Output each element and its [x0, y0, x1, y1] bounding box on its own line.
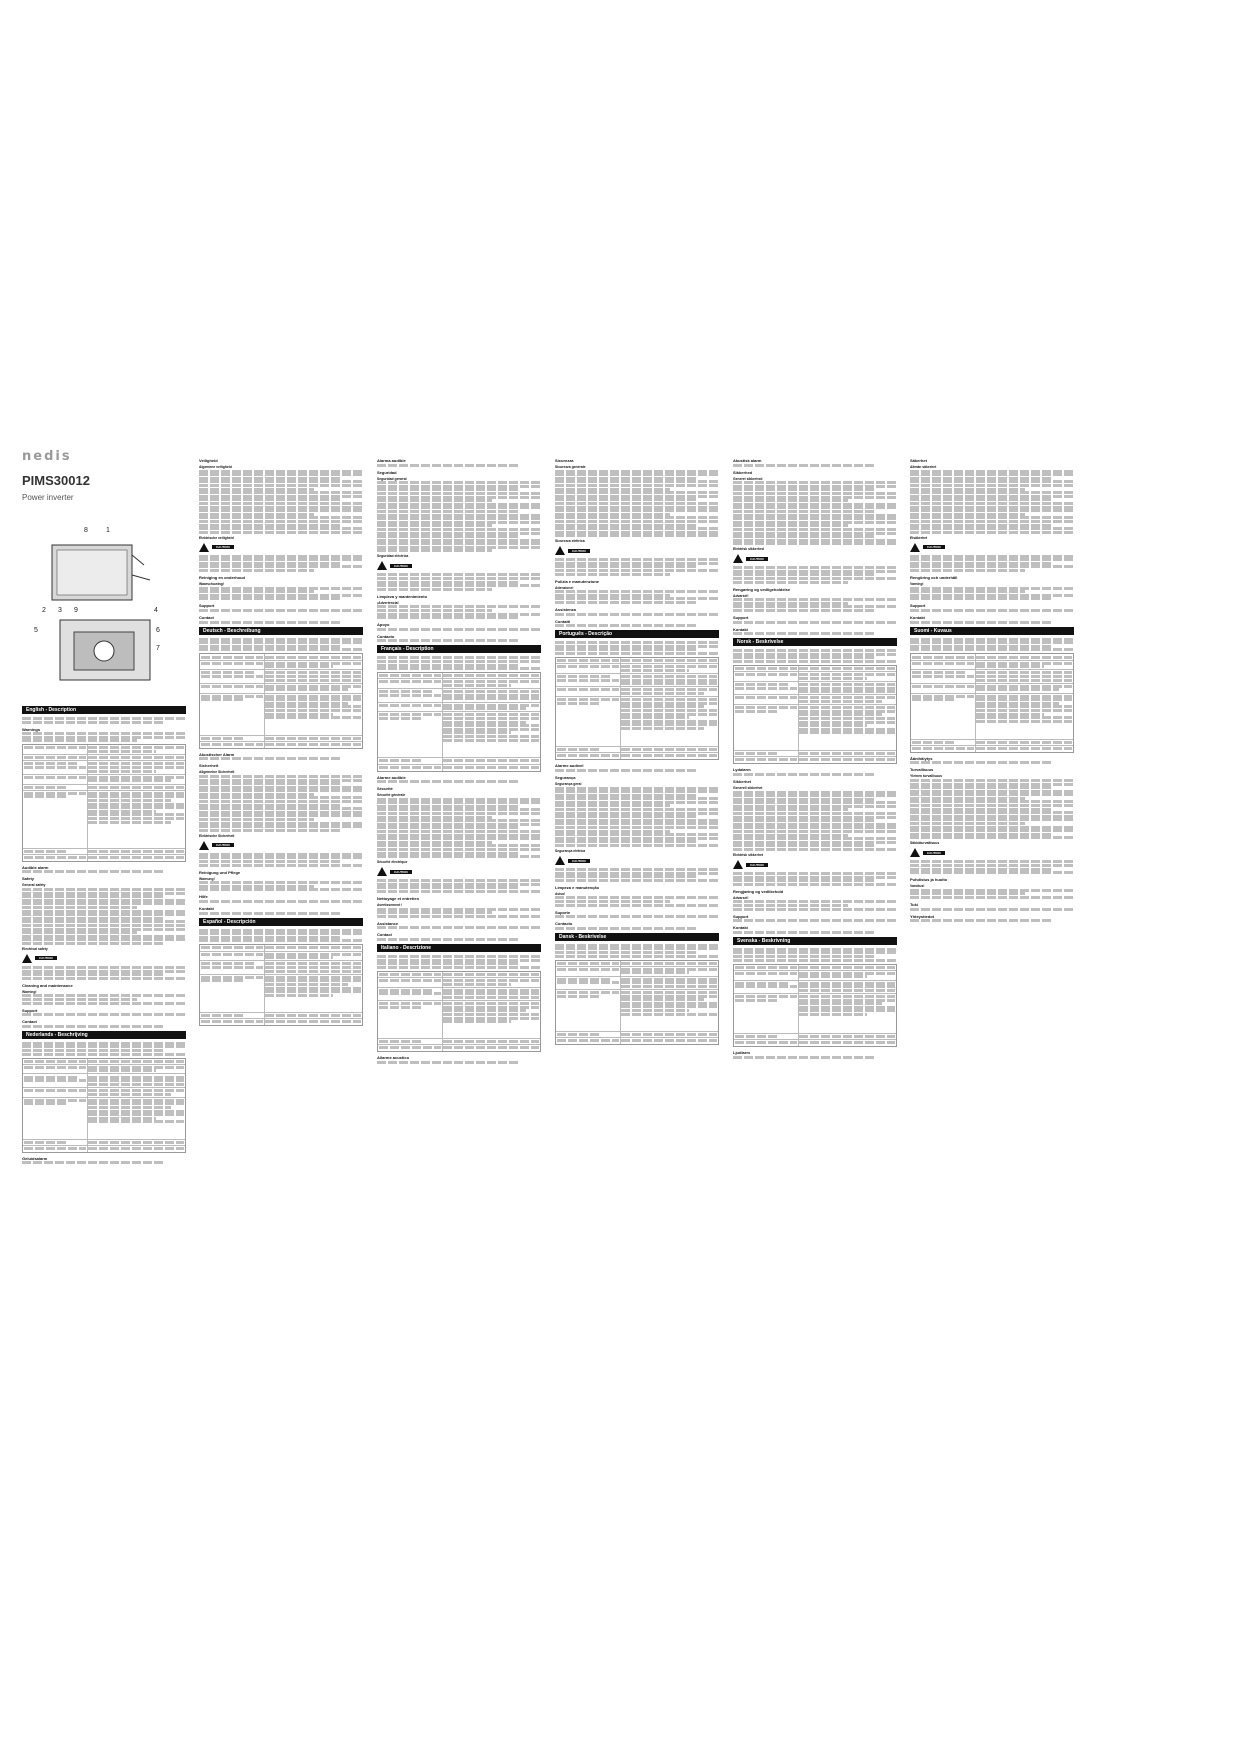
spec-table — [199, 653, 363, 748]
subheading: ¡Advertencia! — [377, 600, 399, 605]
subheading: Generel sikkerhed — [733, 476, 763, 481]
product-header — [22, 449, 186, 703]
heading: Limpieza y mantenimiento — [377, 593, 428, 599]
caution-symbol: CAUTION — [733, 860, 897, 869]
heading: Kontakt — [910, 615, 925, 621]
heading: Geluidsalarm — [22, 1155, 48, 1161]
svg-text:2: 2 — [42, 607, 46, 614]
heading: Support — [733, 615, 749, 621]
subheading: Advarsel! — [733, 593, 749, 598]
column-4 — [555, 455, 719, 1525]
subheading: Elektrisk sikkerhed — [733, 547, 764, 552]
column-6 — [910, 455, 1074, 1525]
warning-icon — [199, 543, 209, 552]
heading: Sécurité — [377, 786, 393, 792]
heading: Contact — [377, 932, 392, 938]
subheading: Sähköturvallisuus — [910, 841, 940, 846]
section-bar: Suomi - Kuvaus — [910, 627, 1074, 635]
subheading: Attenzione! — [555, 585, 574, 590]
spec-table — [377, 971, 541, 1053]
heading: Yhteystiedot — [910, 913, 935, 919]
model-number: PIMS30012 — [22, 473, 90, 488]
section-bar: Deutsch - Beschreibung — [199, 627, 363, 635]
subheading: Seguridad general — [377, 476, 407, 481]
subheading: Waarschuwing! — [199, 582, 224, 587]
heading: Kontakt — [199, 905, 214, 911]
caution-symbol: CAUTION — [555, 546, 719, 555]
svg-text:5: 5 — [34, 627, 38, 634]
subheading: Elektrische Sicherheit — [199, 833, 235, 838]
spec-table — [910, 653, 1074, 752]
heading: Allarme acustico — [377, 1055, 410, 1061]
subheading: Generell sikkerhet — [733, 785, 763, 790]
section-bar: Norsk - Beskrivelse — [733, 638, 897, 646]
warning-icon — [733, 860, 743, 869]
subheading: Elektrische veiligheid — [199, 535, 234, 540]
subheading: Allgemeine Sicherheit — [199, 770, 235, 775]
warning-icon — [199, 841, 209, 850]
heading: Alarma audible — [377, 458, 406, 463]
heading: Cleaning and maintenance — [22, 982, 73, 988]
caution-symbol: CAUTION — [555, 856, 719, 865]
heading: Sicurezza — [555, 458, 574, 463]
heading: Puhdistus ja huolto — [910, 877, 948, 883]
caution-symbol: CAUTION — [733, 554, 897, 563]
warning-icon — [555, 546, 565, 555]
heading: Äänihälytys — [910, 755, 933, 761]
device-diagram — [32, 520, 172, 690]
subheading: Warnung! — [199, 876, 215, 881]
spec-table — [199, 944, 363, 1026]
caution-symbol: CAUTION — [910, 848, 1074, 857]
warning-icon — [910, 543, 920, 552]
heading: Akustischer Alarm — [199, 751, 235, 757]
spec-table — [733, 665, 897, 764]
brand-logo: nedis — [22, 449, 72, 464]
subheading: Varning! — [910, 582, 924, 587]
subheading: Elsäkerhet — [910, 535, 928, 540]
heading: Rengjøring og vedlikehold — [733, 888, 784, 894]
heading: Limpeza e manutenção — [555, 884, 600, 890]
heading: Support — [199, 603, 215, 609]
subheading: Segurança geral — [555, 781, 582, 786]
leaflet-page — [22, 449, 1222, 1525]
caution-symbol: CAUTION — [377, 867, 541, 876]
subheading: Allmän säkerhet — [910, 465, 937, 469]
heading: Sikkerhet — [733, 778, 752, 784]
heading: Support — [22, 1007, 38, 1013]
section-bar: Italiano - Descrizione — [377, 944, 541, 952]
subheading: Sécurité électrique — [377, 860, 408, 865]
heading: Safety — [22, 876, 35, 882]
caution-symbol: CAUTION — [199, 543, 363, 552]
subheading: Warning! — [22, 989, 37, 994]
subheading: Segurança elétrica — [555, 849, 586, 853]
warning-icon — [22, 954, 32, 963]
heading: Kontakt — [733, 925, 748, 931]
heading: Reinigung und Pflege — [199, 869, 241, 875]
heading: Rengöring och underhåll — [910, 575, 958, 581]
warning-icon — [910, 848, 920, 857]
warning-icon — [377, 867, 387, 876]
subheading: Advarsel! — [733, 895, 749, 900]
spec-table — [377, 672, 541, 771]
subheading: Electrical safety — [22, 946, 48, 951]
column-1 — [22, 449, 186, 1525]
column-2 — [199, 455, 363, 1525]
caution-symbol: CAUTION — [377, 561, 541, 570]
heading: Säkerhet — [910, 458, 927, 463]
section-bar: English - Description — [22, 706, 186, 714]
heading: Contact — [22, 1019, 37, 1025]
section-bar: Svenska - Beskrivning — [733, 937, 897, 945]
svg-text:8: 8 — [84, 527, 88, 534]
subheading: General safety — [22, 883, 46, 888]
subheading: Sécurité générale — [377, 793, 406, 798]
spec-table — [555, 657, 719, 760]
heading: Seguridad — [377, 469, 397, 475]
column-5 — [733, 455, 897, 1525]
heading: Support — [733, 913, 749, 919]
heading: Warnings — [22, 726, 41, 732]
heading: Suporte — [555, 909, 571, 915]
column-3 — [377, 455, 541, 1525]
heading: Kontakt — [733, 626, 748, 632]
heading: Nettoyage et entretien — [377, 895, 420, 901]
heading: Contacto — [377, 633, 395, 639]
heading: Assistenza — [555, 607, 576, 613]
section-bar: Dansk - Beskrivelse — [555, 933, 719, 941]
svg-text:4: 4 — [154, 607, 158, 614]
heading: Lydalarm — [733, 767, 751, 773]
heading: Ljudlarm — [733, 1050, 750, 1056]
svg-text:1: 1 — [106, 527, 110, 534]
subheading: Elektrisk sikkerhet — [733, 853, 763, 857]
section-bar: Português - Descrição — [555, 630, 719, 638]
subheading: Varoitus! — [910, 884, 925, 889]
subheading: Algemene veiligheid — [199, 465, 232, 469]
heading: Sicherheit — [199, 763, 219, 769]
subheading: Yleinen turvallisuus — [910, 774, 943, 779]
caution-symbol: CAUTION — [199, 841, 363, 850]
svg-text:6: 6 — [156, 627, 160, 634]
svg-text:7: 7 — [156, 645, 160, 652]
warning-icon — [555, 856, 565, 865]
section-bar: Español - Descripción — [199, 918, 363, 926]
subheading: Aviso! — [555, 891, 566, 896]
heading: Veiligheid — [199, 458, 218, 463]
warning-icon — [377, 561, 387, 570]
heading: Contacto — [555, 921, 573, 927]
heading: Pulizia e manutenzione — [555, 578, 600, 584]
heading: Hilfe — [199, 894, 208, 900]
heading: Segurança — [555, 774, 576, 780]
heading: Rengøring og vedligeholdelse — [733, 586, 791, 592]
product-subtitle: Power inverter — [22, 493, 74, 502]
heading: Tuki — [910, 901, 918, 907]
warning-icon — [733, 554, 743, 563]
heading: Audible alarm — [22, 864, 49, 870]
column-7-blank — [1079, 455, 1220, 1525]
caution-symbol: CAUTION — [910, 543, 1074, 552]
section-bar: Français - Description — [377, 645, 541, 653]
heading: Alarme audível — [555, 763, 584, 769]
subheading: Seguridad eléctrica — [377, 554, 409, 559]
caution-symbol: CAUTION — [22, 954, 186, 963]
heading: Apoyo — [377, 622, 390, 628]
heading: Turvallisuus — [910, 767, 934, 773]
spec-table — [733, 964, 897, 1048]
spec-table — [555, 960, 719, 1046]
heading: Sikkerhed — [733, 469, 753, 475]
heading: Contact — [199, 615, 214, 621]
heading: Contatti — [555, 618, 571, 624]
heading: Support — [910, 603, 926, 609]
spec-table — [22, 1058, 186, 1153]
heading: Reiniging en onderhoud — [199, 575, 245, 581]
heading: Assistance — [377, 920, 399, 926]
spec-table — [22, 744, 186, 862]
svg-text:3: 3 — [58, 607, 62, 614]
heading: Alarme audible — [377, 774, 406, 780]
subheading: Avertissement ! — [377, 902, 403, 907]
subheading: Sicurezza generale — [555, 465, 586, 469]
heading: Akustisk alarm — [733, 458, 762, 463]
subheading: Sicurezza elettrica — [555, 539, 585, 544]
section-bar: Nederlands - Beschrijving — [22, 1031, 186, 1039]
svg-text:9: 9 — [74, 607, 78, 614]
